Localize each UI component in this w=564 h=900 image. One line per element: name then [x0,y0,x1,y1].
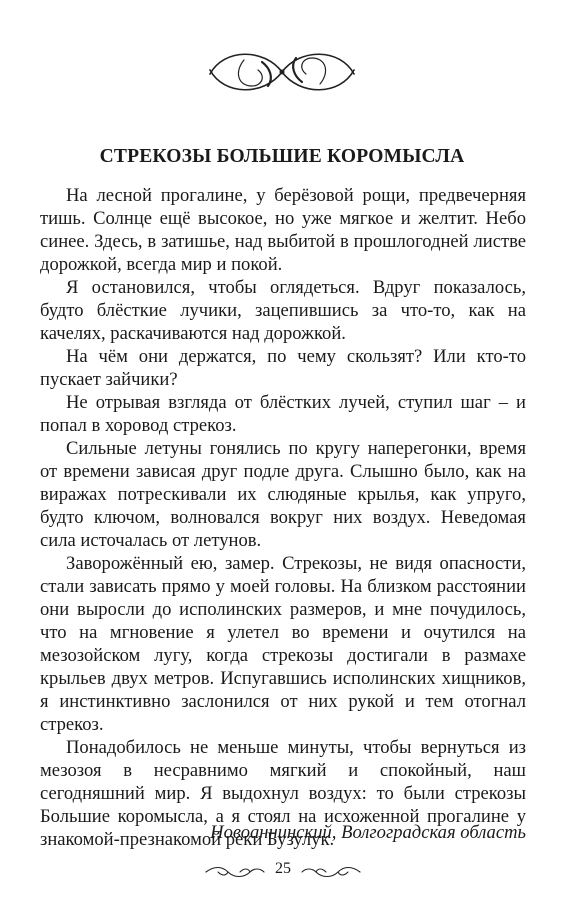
decorative-flourish-icon [204,42,360,102]
paragraph: Не отрывая взгляда от блёстких лучей, ступил шаг – и попал в хоровод стрекоз. [40,392,526,436]
location-signature: Новоаннинский, Волгоградская область [210,822,526,843]
paragraph: Сильные летуны гонялись по кругу наперегонки, время от времени зависая друг подле друга. Слышно было, как на виражах потрескивали их слюдяные крылья, как упруго, будто ключом, волновался вокруг них воздух. Неведомая сила источалась от летунов. [40,438,526,551]
paragraph: На лесной прогалине, у берёзовой рощи, предвечерняя тишь. Солнце ещё высокое, но уже мягкое и желтит. Небо синее. Здесь, в затишье, над выбитой в прошлогодней листве дорожкой, всегда мир и покой. [40,185,526,275]
page-footer [0,860,564,886]
paragraph: На чём они держатся, по чему скользят? Или кто-то пускает зайчики? [40,346,526,390]
paragraph: Я остановился, чтобы оглядеться. Вдруг показалось, будто блёсткие лучики, зацепившись за что-то, как на качелях, раскачиваются над дорожкой. [40,277,526,344]
article-body [40,184,526,851]
paragraph: Заворожённый ею, замер. Стрекозы, не видя опасности, стали зависать прямо у моей головы. На близком расстоянии они выросли до исполинских размеров, и мне почудилось, что на мгновение я улетел во времени и очутился на мезозойском лугу, когда стрекозы достигали в размахе крыльев двух метров. Испугавшись исполинских хищников, я инстинктивно заслонился от них рукой и тем отогнал стрекоз. [40,553,526,735]
page-number: 25 [275,860,291,877]
page-title: СТРЕКОЗЫ БОЛЬШИЕ КОРОМЫСЛА [99,146,465,167]
footer-flourish-icon [204,864,266,880]
footer-flourish-icon [300,864,362,880]
paragraph: Понадобилось не меньше минуты, чтобы вернуться из мезозоя в несравнимо мягкий и спокойный, наш сегодняшний мир. Я выдохнул воздух: то были стрекозы Большие коромысла, а я стоял на исхоженной прогалине у знакомой-презнакомой реки Бузулук. [40,737,526,850]
